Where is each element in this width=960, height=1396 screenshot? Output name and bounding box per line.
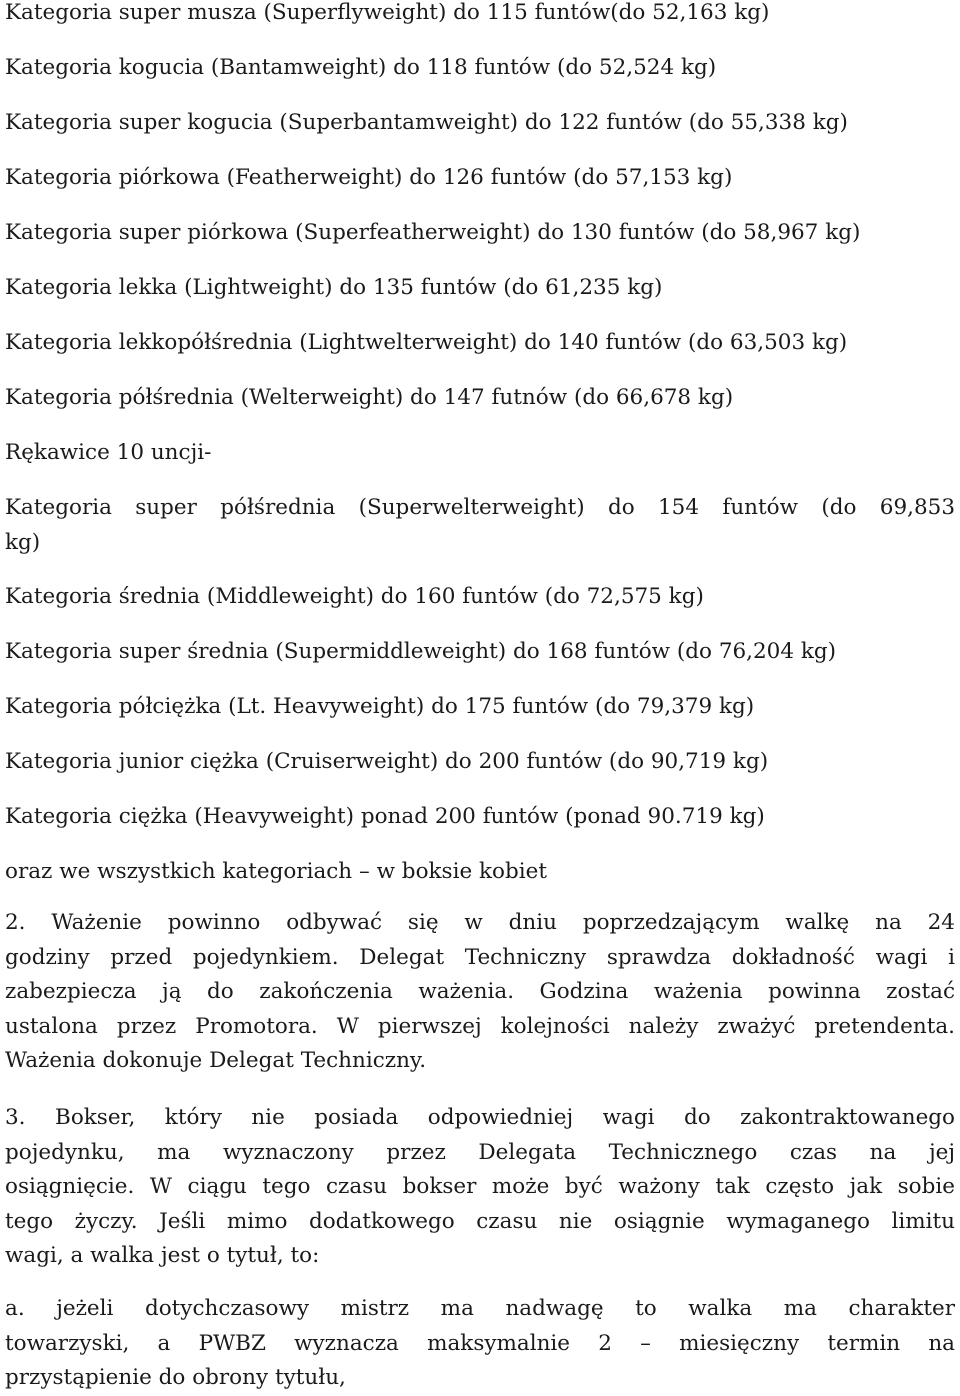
paragraph-line: przystąpienie do obrony tytułu,	[5, 1365, 346, 1390]
paragraph-a-champion	[5, 1292, 955, 1396]
paragraph-line: towarzyski, a PWBZ wyznacza maksymalnie 2 – miesięczny termin na	[5, 1330, 955, 1356]
paragraph-line: osiągnięcie. W ciągu tego czasu bokser może być ważony tak często jak sobie	[5, 1174, 955, 1199]
paragraph-line: godziny przed pojedynkiem. Delegat Techniczny sprawdza dokładność wagi i	[5, 944, 955, 970]
weight-class-line: Kategoria półśrednia (Welterweight) do 147 futnów (do 66,678 kg)	[5, 385, 734, 410]
weight-class-line: Kategoria super kogucia (Superbantamweight) do 122 funtów (do 55,338 kg)	[5, 110, 848, 135]
paragraph-3-overweight	[5, 1101, 955, 1274]
paragraph-2-weighing	[5, 906, 955, 1079]
paragraph-line: 2. Ważenie powinno odbywać się w dniu poprzedzającym walkę na 24	[5, 910, 955, 935]
superwelter-paragraph	[5, 491, 955, 560]
paragraph-line: zabezpiecza ją do zakończenia ważenia. Godzina ważenia powinna zostać	[5, 979, 955, 1004]
paragraph-line: 3. Bokser, który nie posiada odpowiedniej wagi do zakontraktowanego	[5, 1105, 955, 1130]
paragraph-line: ustalona przez Promotora. W pierwszej kolejności należy zważyć pretendenta.	[5, 1013, 955, 1039]
weight-class-line: Kategoria super średnia (Supermiddleweight) do 168 funtów (do 76,204 kg)	[5, 639, 837, 664]
paragraph-line: Ważenia dokonuje Delegat Techniczny.	[5, 1048, 427, 1073]
weight-class-line: Kategoria półciężka (Lt. Heavyweight) do 175 funtów (do 79,379 kg)	[5, 694, 755, 719]
weight-class-line: Kategoria super musza (Superflyweight) do 115 funtów(do 52,163 kg)	[5, 0, 770, 25]
weight-class-line: Kategoria super piórkowa (Superfeatherweight) do 130 funtów (do 58,967 kg)	[5, 220, 861, 245]
gloves-note: Rękawice 10 uncji-	[5, 440, 212, 465]
paragraph-line: wagi, a walka jest o tytuł, to:	[5, 1243, 320, 1268]
weight-class-line: Kategoria piórkowa (Featherweight) do 126 funtów (do 57,153 kg)	[5, 165, 733, 190]
superwelter-line-2: kg)	[5, 529, 41, 555]
paragraph-line: tego życzy. Jeśli mimo dodatkowego czasu nie osiągnie wymaganego limitu	[5, 1208, 955, 1234]
weight-class-line: Kategoria lekka (Lightweight) do 135 funtów (do 61,235 kg)	[5, 275, 663, 300]
weight-class-line: Kategoria ciężka (Heavyweight) ponad 200 funtów (ponad 90.719 kg)	[5, 804, 765, 829]
women-boxing-note: oraz we wszystkich kategoriach – w boksie kobiet	[5, 859, 547, 884]
paragraph-line: pojedynku, ma wyznaczony przez Delegata Technicznego czas na jej	[5, 1139, 955, 1165]
weight-class-line: Kategoria junior ciężka (Cruiserweight) do 200 funtów (do 90,719 kg)	[5, 749, 769, 774]
superwelter-line-1: Kategoria super półśrednia (Superwelterweight) do 154 funtów (do 69,853	[5, 495, 955, 520]
paragraph-line: a. jeżeli dotychczasowy mistrz ma nadwagę to walka ma charakter	[5, 1296, 955, 1321]
weight-class-line: Kategoria średnia (Middleweight) do 160 funtów (do 72,575 kg)	[5, 584, 704, 609]
weight-class-line: Kategoria lekkopółśrednia (Lightwelterweight) do 140 funtów (do 63,503 kg)	[5, 330, 848, 355]
weight-class-line: Kategoria kogucia (Bantamweight) do 118 funtów (do 52,524 kg)	[5, 55, 717, 80]
